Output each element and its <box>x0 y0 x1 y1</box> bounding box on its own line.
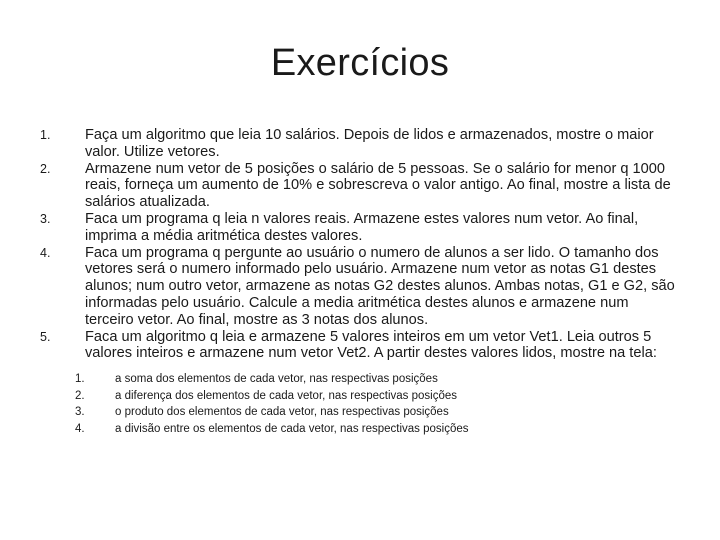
sub-exercise-item-3 <box>75 404 680 421</box>
exercise-number: 2. <box>40 161 51 176</box>
sub-exercise-text: o produto dos elementos de cada vetor, nas respectivas posições <box>115 406 449 419</box>
sub-exercise-item-2 <box>75 388 680 405</box>
exercise-item-2 <box>40 161 680 211</box>
exercise-text: Faca um programa q pergunte ao usuário o numero de alunos a ser lido. O tamanho dos vetores será o numero informado pelo usuário. Armazene num vetor as notas G1 destes alunos; num outro vetor, armazene as notas G2 destes alunos. Ambas notas, G1 e G2, são informadas pelo usuário. Calcule a media aritmética destes alunos e armazene num terceiro vetor. Ao final, mostre as 3 notas dos alunos. <box>85 244 675 328</box>
sub-exercise-text: a soma dos elementos de cada vetor, nas respectivas posições <box>115 373 438 386</box>
sub-exercise-item-4 <box>75 421 680 438</box>
exercise-text: Armazene num vetor de 5 posições o salário de 5 pessoas. Se o salário for menor q 1000 reais, forneça um aumento de 10% e sobrescreva o valor antigo. Ao final, mostre a lista de salários atualizada. <box>85 160 671 211</box>
sub-exercise-number: 4. <box>75 422 85 435</box>
exercise-text: Faca um algoritmo q leia e armazene 5 valores inteiros em um vetor Vet1. Leia outros 5 valores inteiros e armazene num vetor Vet2. A partir destes valores lidos, mostre na tela: <box>85 328 657 362</box>
sub-exercise-number: 1. <box>75 373 85 386</box>
exercise-number: 3. <box>40 211 51 226</box>
sub-exercise-number: 2. <box>75 389 85 402</box>
exercise-number: 1. <box>40 128 51 142</box>
sub-exercise-list <box>75 371 680 437</box>
exercise-text: Faca um programa q leia n valores reais. Armazene estes valores num vetor. Ao final, imprima a média aritmética destes valores. <box>85 210 639 244</box>
exercise-list <box>40 127 680 437</box>
exercise-item-4 <box>40 245 680 329</box>
exercise-text: Faça um algoritmo que leia 10 salários. Depois de lidos e armazenados, mostre o maior valor. Utilize vetores. <box>85 127 654 160</box>
exercise-number: 5. <box>40 329 51 344</box>
sub-exercise-text: a diferença dos elementos de cada vetor, nas respectivas posições <box>115 389 458 402</box>
sub-exercise-number: 3. <box>75 406 85 419</box>
exercise-number: 4. <box>40 245 51 260</box>
exercise-item-5 <box>40 329 680 438</box>
sub-exercise-item-1 <box>75 371 680 388</box>
slide-title: Exercícios <box>270 42 450 84</box>
exercise-item-3 <box>40 211 680 245</box>
sub-exercise-text: a divisão entre os elementos de cada vetor, nas respectivas posições <box>115 422 469 435</box>
exercise-item-1 <box>40 127 680 161</box>
